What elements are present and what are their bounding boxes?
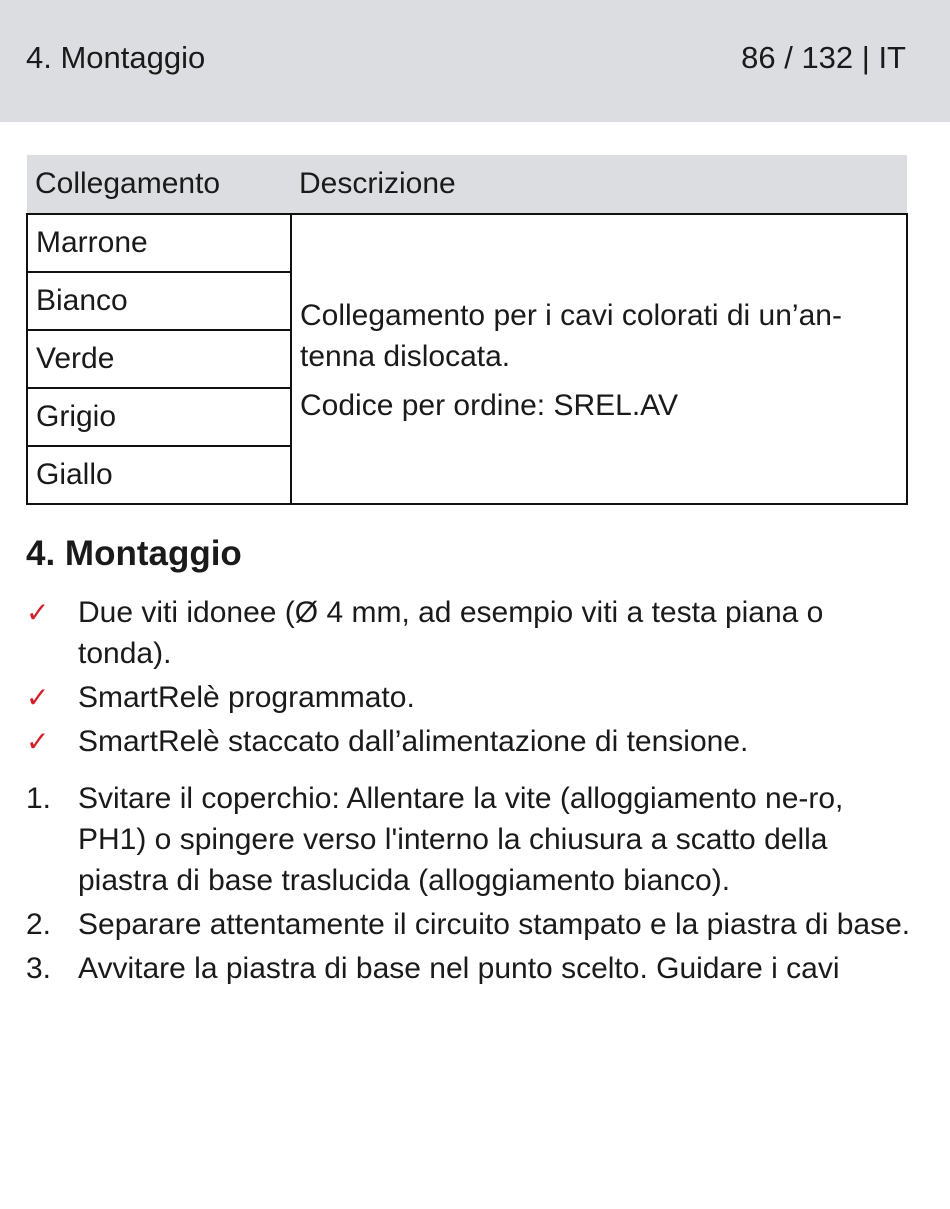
page-header	[0, 0, 950, 122]
list-item-text: Due viti idonee (Ø 4 mm, ad esempio viti a testa piana o tonda).	[78, 596, 824, 670]
table-header-row	[27, 155, 907, 214]
list-item	[26, 592, 916, 674]
list-item-text: SmartRelè staccato dall’alimentazione di tensione.	[78, 725, 749, 758]
step-text: Svitare il coperchio: Allentare la vite (alloggiamento ne-ro, PH1) o spingere verso l'interno la chiusura a scatto della piastra di base traslucida (alloggiamento bianco).	[78, 782, 844, 897]
step-number: 2.	[26, 908, 52, 941]
table-cell-connection: Grigio	[27, 388, 291, 446]
table-cell-connection: Giallo	[27, 446, 291, 504]
connection-table	[26, 155, 908, 505]
step-item	[26, 948, 916, 989]
table-cell-connection: Marrone	[27, 214, 291, 272]
check-icon: ✓	[26, 726, 50, 757]
step-item	[26, 904, 916, 945]
prerequisites-list	[26, 592, 916, 765]
step-text: Separare attentamente il circuito stampato e la piastra di base.	[78, 908, 911, 941]
step-number: 3.	[26, 952, 52, 985]
header-section-title: 4. Montaggio	[26, 40, 206, 75]
step-text: Avvitare la piastra di base nel punto scelto. Guidare i cavi	[78, 952, 840, 985]
step-number: 1.	[26, 782, 52, 815]
description-text: Collegamento per i cavi colorati di un’an-tenna dislocata.	[300, 298, 842, 373]
table-row	[27, 214, 907, 272]
order-code: Codice per ordine: SREL.AV	[300, 388, 678, 422]
steps-list	[26, 778, 916, 992]
table-cell-connection: Verde	[27, 330, 291, 388]
step-item	[26, 778, 916, 901]
check-icon: ✓	[26, 597, 50, 628]
check-icon: ✓	[26, 682, 50, 713]
section-heading: 4. Montaggio	[26, 534, 242, 573]
list-item-text: SmartRelè programmato.	[78, 681, 415, 714]
list-item	[26, 677, 916, 718]
table-header-connection: Collegamento	[27, 155, 291, 214]
header-page-info: 86 / 132 | IT	[741, 40, 906, 75]
table-header-description: Descrizione	[291, 155, 907, 214]
list-item	[26, 721, 916, 762]
table-cell-connection: Bianco	[27, 272, 291, 330]
table-cell-description	[291, 214, 907, 504]
